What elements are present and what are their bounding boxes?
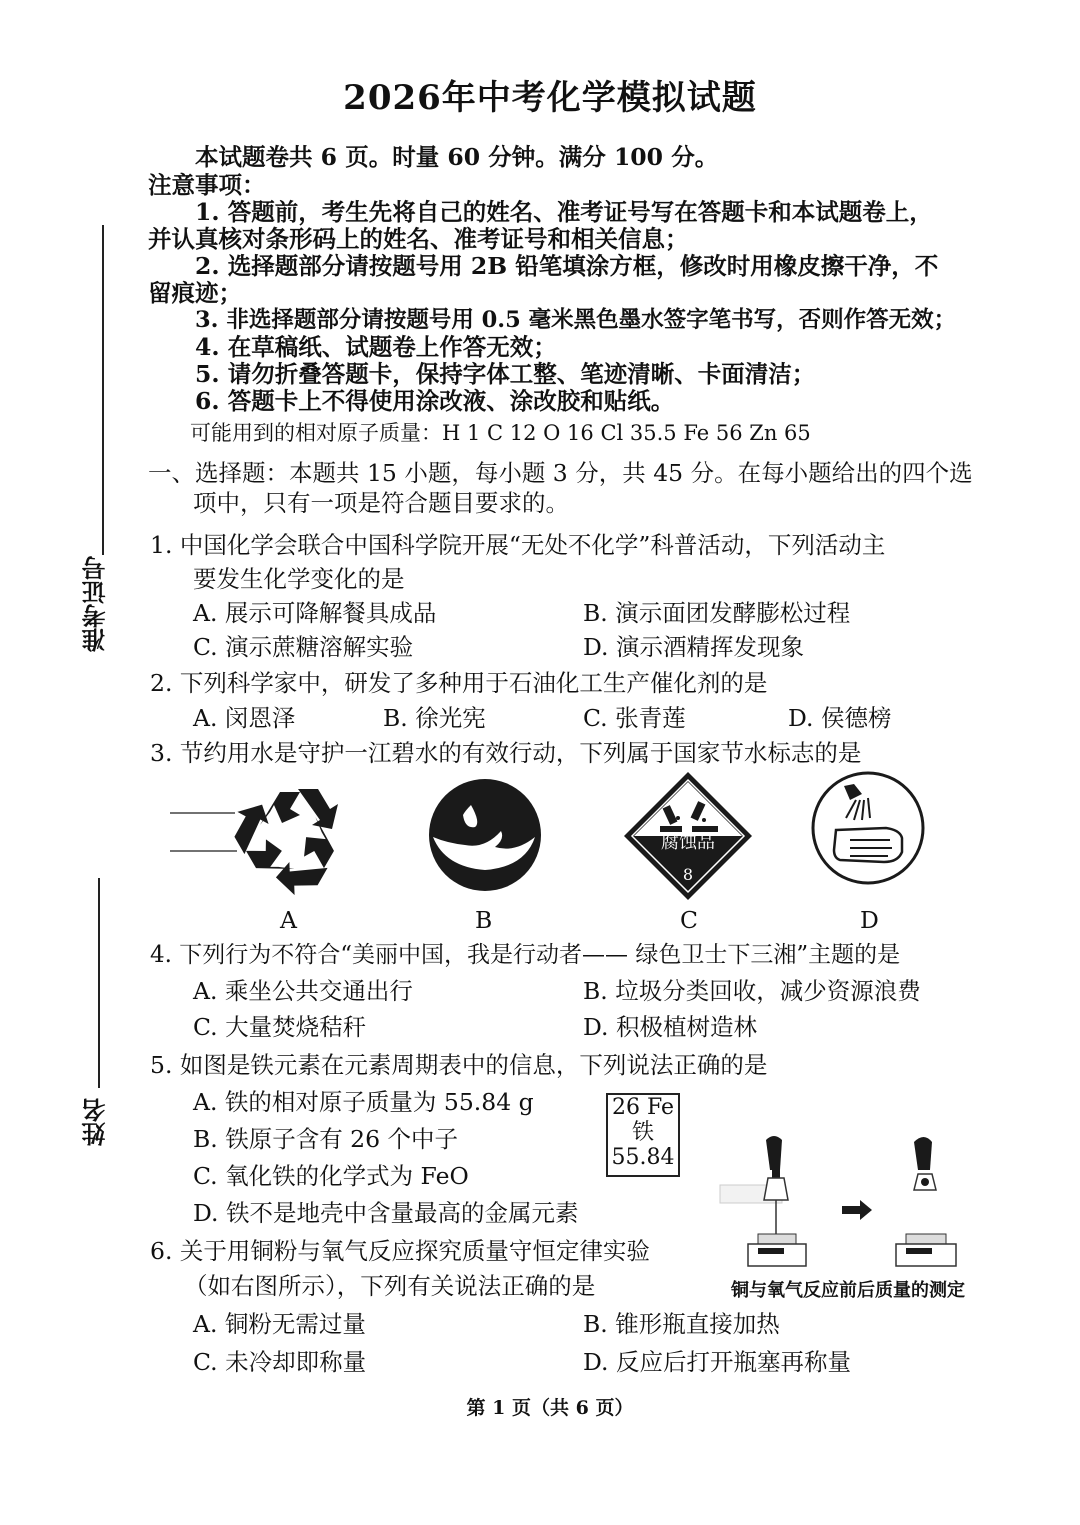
name-label: 姓名 [81,1098,110,1146]
q5-option-a: A. 铁的相对原子质量为 55.84 g [193,1088,534,1116]
q6-figure-caption: 铜与氧气反应前后质量的测定 [731,1280,965,1301]
q6-option-a: A. 铜粉无需过量 [193,1310,366,1338]
q2-stem: 2. 下列科学家中，研发了多种用于石油化工生产催化剂的是 [150,669,768,697]
section-heading: 一、选择题：本题共 15 小题，每小题 3 分，共 45 分。在每小题给出的四个选 [148,459,973,487]
q6-stem-cont: （如右图所示），下列有关说法正确的是 [184,1272,596,1300]
exam-id-line [102,225,104,555]
q5-stem: 5. 如图是铁元素在元素周期表中的信息，下列说法正确的是 [150,1051,768,1079]
q1-stem-cont: 要发生化学变化的是 [193,565,405,593]
notice-3: 3. 非选择题部分请按题号用 0.5 毫米黑色墨水签字笔书写，否则作答无效； [195,307,957,333]
q2-option-c: C. 张青莲 [583,704,686,732]
q2-option-b: B. 徐光宪 [383,704,486,732]
q1-stem: 1. 中国化学会联合中国科学院开展“无处不化学”科普活动，下列活动主 [150,531,886,559]
notice-4: 4. 在草稿纸、试题卷上作答无效； [195,333,557,361]
corrosive-label: 腐蚀品 [661,832,715,853]
notice-heading: 注意事项： [148,171,266,199]
q2-option-a: A. 闵恩泽 [193,704,296,732]
q4-option-d: D. 积极植树造林 [583,1013,757,1041]
section-heading-cont: 项中，只有一项是符合题目要求的。 [193,489,569,517]
q4-option-b: B. 垃圾分类回收，减少资源浪费 [583,977,921,1005]
exam-id-label: 准考证号 [81,556,110,652]
q6-stem: 6. 关于用铜粉与氧气反应探究质量守恒定律实验 [150,1237,650,1265]
q4-stem: 4. 下列行为不符合“美丽中国，我是行动者—— 绿色卫士下三湘”主题的是 [150,942,901,968]
atomic-masses: 可能用到的相对原子质量：H 1 C 12 O 16 Cl 35.5 Fe 56 Zn 65 [190,421,811,445]
recycle-icon [165,775,355,895]
q3-stem: 3. 节约用水是守护一江碧水的有效行动，下列属于国家节水标志的是 [150,739,862,767]
q3-label-b: B [475,906,493,934]
q3-label-c: C [680,906,698,934]
copper-oxygen-experiment-figure [718,1130,988,1285]
q3-label-d: D [860,906,879,934]
q3-label-a: A [280,906,297,934]
water-saving-icon [425,775,545,895]
q1-option-d: D. 演示酒精挥发现象 [583,633,804,661]
corrosive-class-number: 8 [682,865,694,884]
q2-option-d: D. 侯德榜 [788,704,892,732]
notice-1-cont: 并认真核对条形码上的姓名、准考证号和相关信息； [148,225,689,253]
q4-option-a: A. 乘坐公共交通出行 [193,977,413,1005]
notice-2-cont: 留痕迹； [148,279,242,307]
page-title: 2026年中考化学模拟试题 [343,78,757,118]
q6-option-d: D. 反应后打开瓶塞再称量 [583,1348,851,1376]
q1-option-b: B. 演示面团发酵膨松过程 [583,599,851,627]
element-name: 铁 [631,1120,654,1145]
q6-option-c: C. 未冷却即称量 [193,1348,367,1376]
notice-5: 5. 请勿折叠答题卡，保持字体工整、笔迹清晰、卡面清洁； [195,360,816,388]
q5-option-d: D. 铁不是地壳中含量最高的金属元素 [193,1199,579,1227]
element-tile-iron [606,1093,680,1177]
name-line [98,878,100,1088]
q1-option-a: A. 展示可降解餐具成品 [193,599,437,627]
q4-option-c: C. 大量焚烧秸秆 [193,1013,367,1041]
element-number-symbol: 26 Fe [611,1095,675,1120]
q1-option-c: C. 演示蔗糖溶解实验 [193,633,414,661]
notice-1: 1. 答题前，考生先将自己的姓名、准考证号写在答题卡和本试题卷上， [195,198,933,226]
q5-option-c: C. 氧化铁的化学式为 FeO [193,1162,469,1190]
q5-option-b: B. 铁原子含有 26 个中子 [193,1125,459,1153]
page-footer: 第 1 页（共 6 页） [466,1397,634,1419]
element-mass: 55.84 [611,1145,675,1170]
hand-washing-icon [810,770,926,886]
exam-intro: 本试题卷共 6 页。时量 60 分钟。满分 100 分。 [195,143,719,171]
q6-option-b: B. 锥形瓶直接加热 [583,1310,780,1338]
notice-2: 2. 选择题部分请按题号用 2B 铅笔填涂方框，修改时用橡皮擦干净，不 [195,252,939,280]
notice-6: 6. 答题卡上不得使用涂改液、涂改胶和贴纸。 [195,387,675,415]
